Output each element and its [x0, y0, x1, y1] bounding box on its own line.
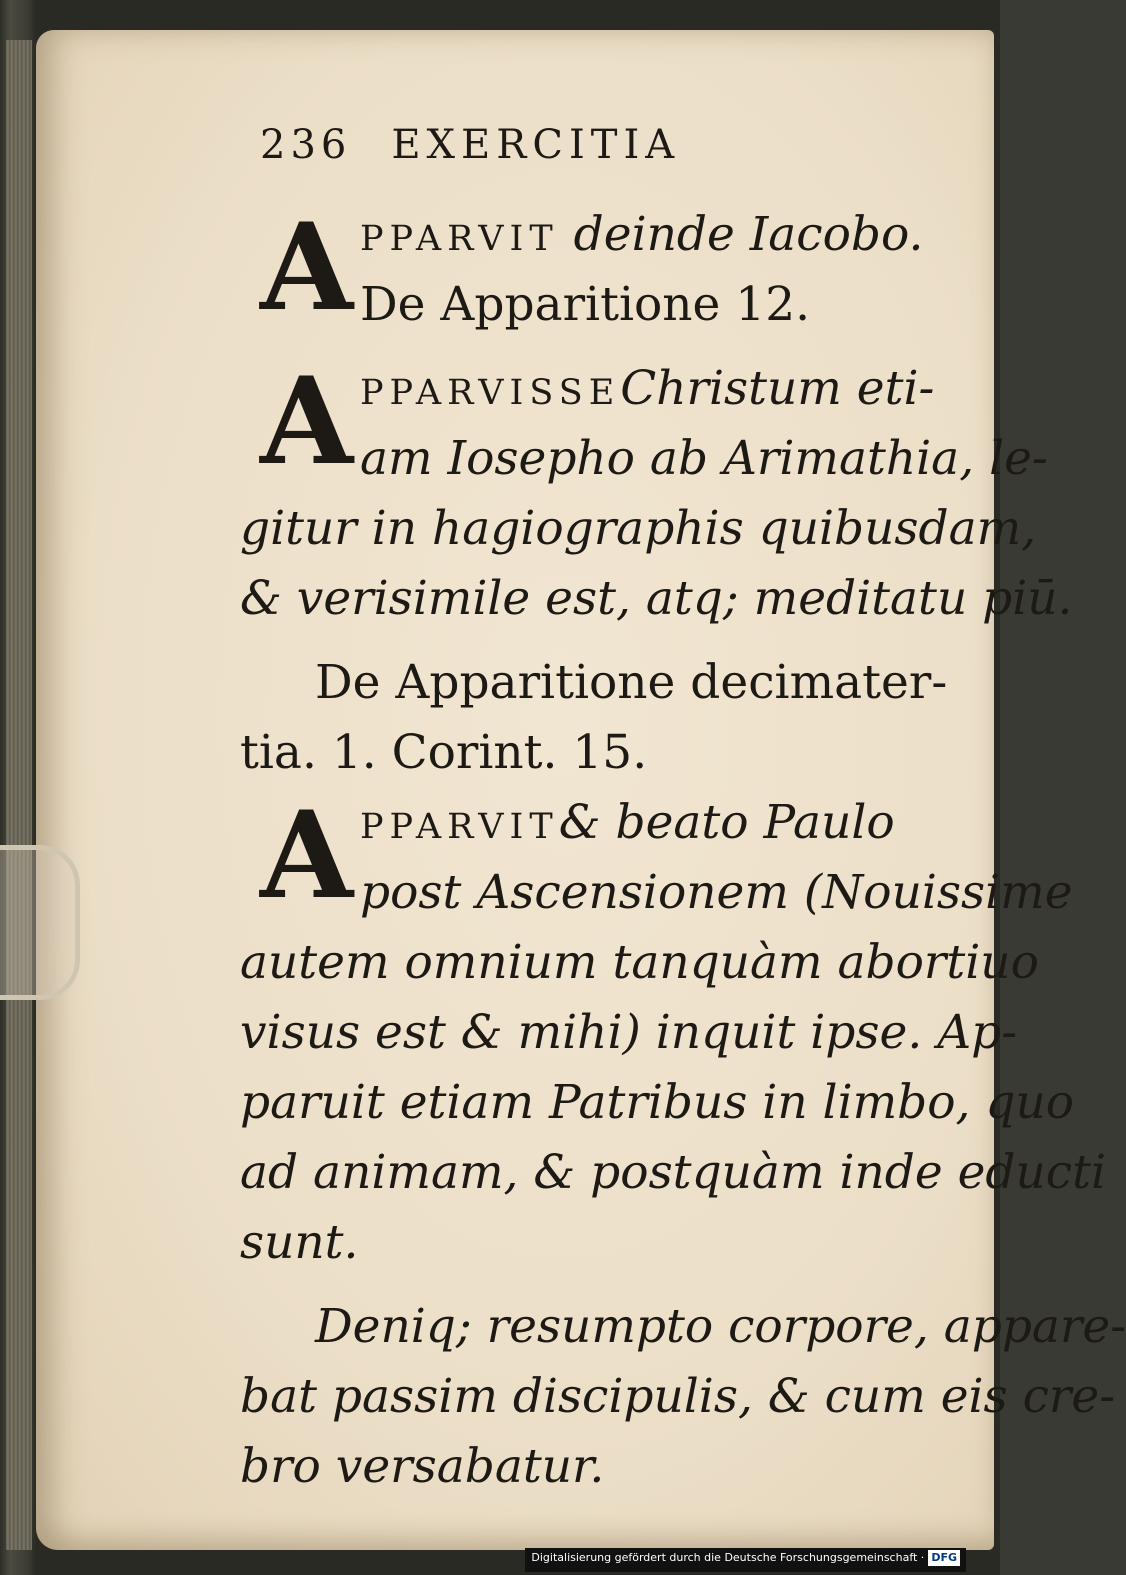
page-number: 236	[260, 122, 352, 168]
running-title: EXERCITIA	[391, 122, 681, 168]
text-line: paruit etiam Patribus in limbo, quo	[240, 1075, 1075, 1130]
paragraph	[240, 648, 960, 788]
dfg-logo: DFG	[928, 1550, 960, 1566]
paragraph	[240, 197, 960, 340]
small-caps-word: PPARVIT	[360, 219, 559, 259]
text-line: bat passim discipulis, & cum eis cre-	[240, 1369, 1116, 1424]
text-line: tia. 1. Corint. 15.	[240, 725, 648, 780]
text-line	[240, 270, 960, 340]
text-line: sunt.	[240, 1215, 359, 1270]
text-line: gitur in hagiographis quibusdam,	[240, 501, 1037, 556]
text-line: am Iosepho ab Arimathia, le-	[360, 431, 1048, 486]
paragraph	[240, 1292, 1126, 1502]
drop-cap: A	[260, 785, 354, 926]
credit-text: Digitalisierung gefördert durch die Deutsche Forschungsgemeinschaft ·	[531, 1551, 925, 1564]
paragraph	[240, 351, 1073, 634]
text-line: visus est & mihi) inquit ipse. Ap-	[240, 1005, 1018, 1060]
text-line: post Ascensionem (Nouissime	[360, 865, 1073, 920]
text-line	[240, 200, 960, 270]
italic-text: Christum eti-	[620, 361, 935, 416]
digitization-credit	[525, 1548, 966, 1572]
page-header	[260, 110, 960, 200]
small-caps-word: PPARVISSE	[360, 373, 621, 413]
roman-text: De Apparitione 12.	[360, 277, 811, 332]
page-edges	[6, 40, 32, 1550]
text-line	[240, 354, 960, 424]
book-clasp	[0, 845, 80, 1000]
italic-text: deinde Iacobo.	[573, 207, 924, 262]
page-text	[240, 110, 1126, 1502]
paragraph	[240, 785, 1107, 1278]
drop-cap: A	[260, 197, 354, 338]
text-line: De Apparitione decimater-	[315, 655, 948, 710]
text-line: & verisimile est, atq; meditatu piū.	[240, 571, 1073, 626]
text-line: ad animam, & postquàm inde educti	[240, 1145, 1107, 1200]
drop-cap: A	[260, 351, 354, 492]
text-line: autem omnium tanquàm abortiuo	[240, 935, 1039, 990]
text-line	[240, 788, 960, 858]
text-line: Deniq; resumpto corpore, appare-	[315, 1299, 1126, 1354]
italic-text: & beato Paulo	[558, 795, 895, 850]
small-caps-word: PPARVIT	[360, 807, 559, 847]
text-line: bro versabatur.	[240, 1439, 605, 1494]
